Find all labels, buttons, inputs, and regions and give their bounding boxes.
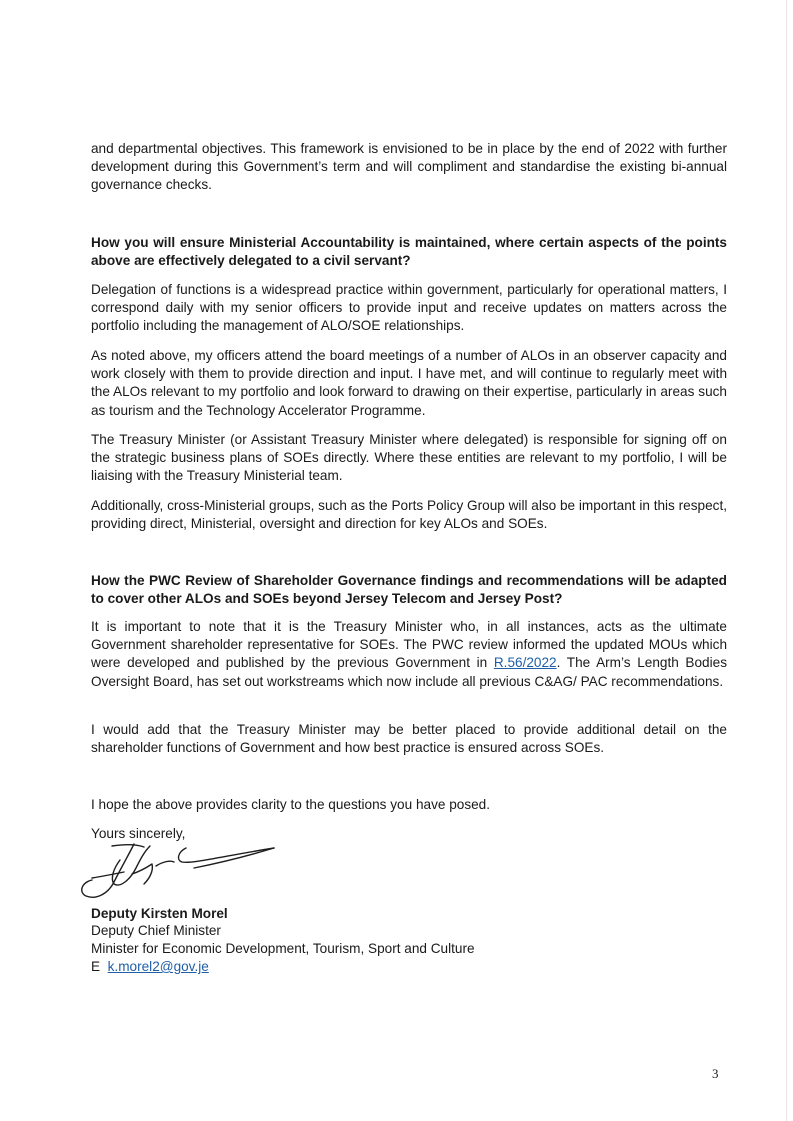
handwritten-signature [74, 838, 279, 902]
page-edge-line [786, 0, 787, 1121]
signatory-name: Deputy Kirsten Morel [91, 906, 228, 921]
intro-paragraph: and departmental objectives. This framework is envisioned to be in place by the end of 2022 with further development during this Government’s term and will compliment and standardise the existing bi-annual governance checks. [91, 141, 727, 193]
question-1-paragraph-1: Delegation of functions is a widespread practice within government, particularly for operational matters, I correspond daily with my senior officers to provide input and receive updates on matters across the portfolio including the management of ALO/SOE relationships. [91, 282, 727, 334]
email-link[interactable]: k.morel2@gov.je [107, 959, 209, 974]
page-number: 3 [712, 1066, 719, 1081]
q2-p1-text-before: It is important to note that it is the Treasury Minister who, in all instances, acts as the ultimate Government shareholder representative for SOEs. The PWC review informed the updated MOUs which were developed and published by the previous Government in [91, 619, 727, 671]
question-1-paragraph-3: The Treasury Minister (or Assistant Treasury Minister where delegated) is responsible for signing off on the strategic business plans of SOEs directly. Where these entities are relevant to my portfolio, I will be liaising with the Treasury Ministerial team. [91, 432, 727, 484]
email-line [91, 958, 209, 976]
signatory-title-1: Deputy Chief Minister [91, 923, 221, 938]
email-label: E [91, 959, 101, 974]
signatory-title-2: Minister for Economic Development, Tourism, Sport and Culture [91, 941, 475, 956]
closing-line: I hope the above provides clarity to the questions you have posed. [91, 797, 491, 812]
question-2-heading: How the PWC Review of Shareholder Governance findings and recommendations will be adapted to cover other ALOs and SOEs beyond Jersey Telecom and Jersey Post? [91, 573, 727, 607]
question-2-paragraph-1 [91, 618, 727, 691]
q2-p1-text-after: . The Arm’s Length Bodies Oversight Board, has set out workstreams which now include all previous C&AG/ PAC recommendations. [91, 655, 727, 689]
report-link[interactable]: R.56/2022 [493, 655, 557, 671]
salutation: Yours sincerely, [91, 826, 186, 841]
question-1-paragraph-2: As noted above, my officers attend the board meetings of a number of ALOs in an observer capacity and work closely with them to provide direction and input. I have met, and will continue to regularly meet with the ALOs relevant to my portfolio and look forward to drawing on their expertise, particularly in areas such as tourism and the Technology Accelerator Programme. [91, 348, 727, 418]
question-1-heading: How you will ensure Ministerial Accountability is maintained, where certain aspects of the points above are effectively delegated to a civil servant? [91, 235, 727, 269]
question-1-paragraph-4: Additionally, cross-Ministerial groups, such as the Ports Policy Group will also be important in this respect, providing direct, Ministerial, oversight and direction for key ALOs and SOEs. [91, 498, 727, 532]
question-2-paragraph-2: I would add that the Treasury Minister may be better placed to provide additional detail on the shareholder functions of Government and how best practice is ensured across SOEs. [91, 722, 727, 756]
